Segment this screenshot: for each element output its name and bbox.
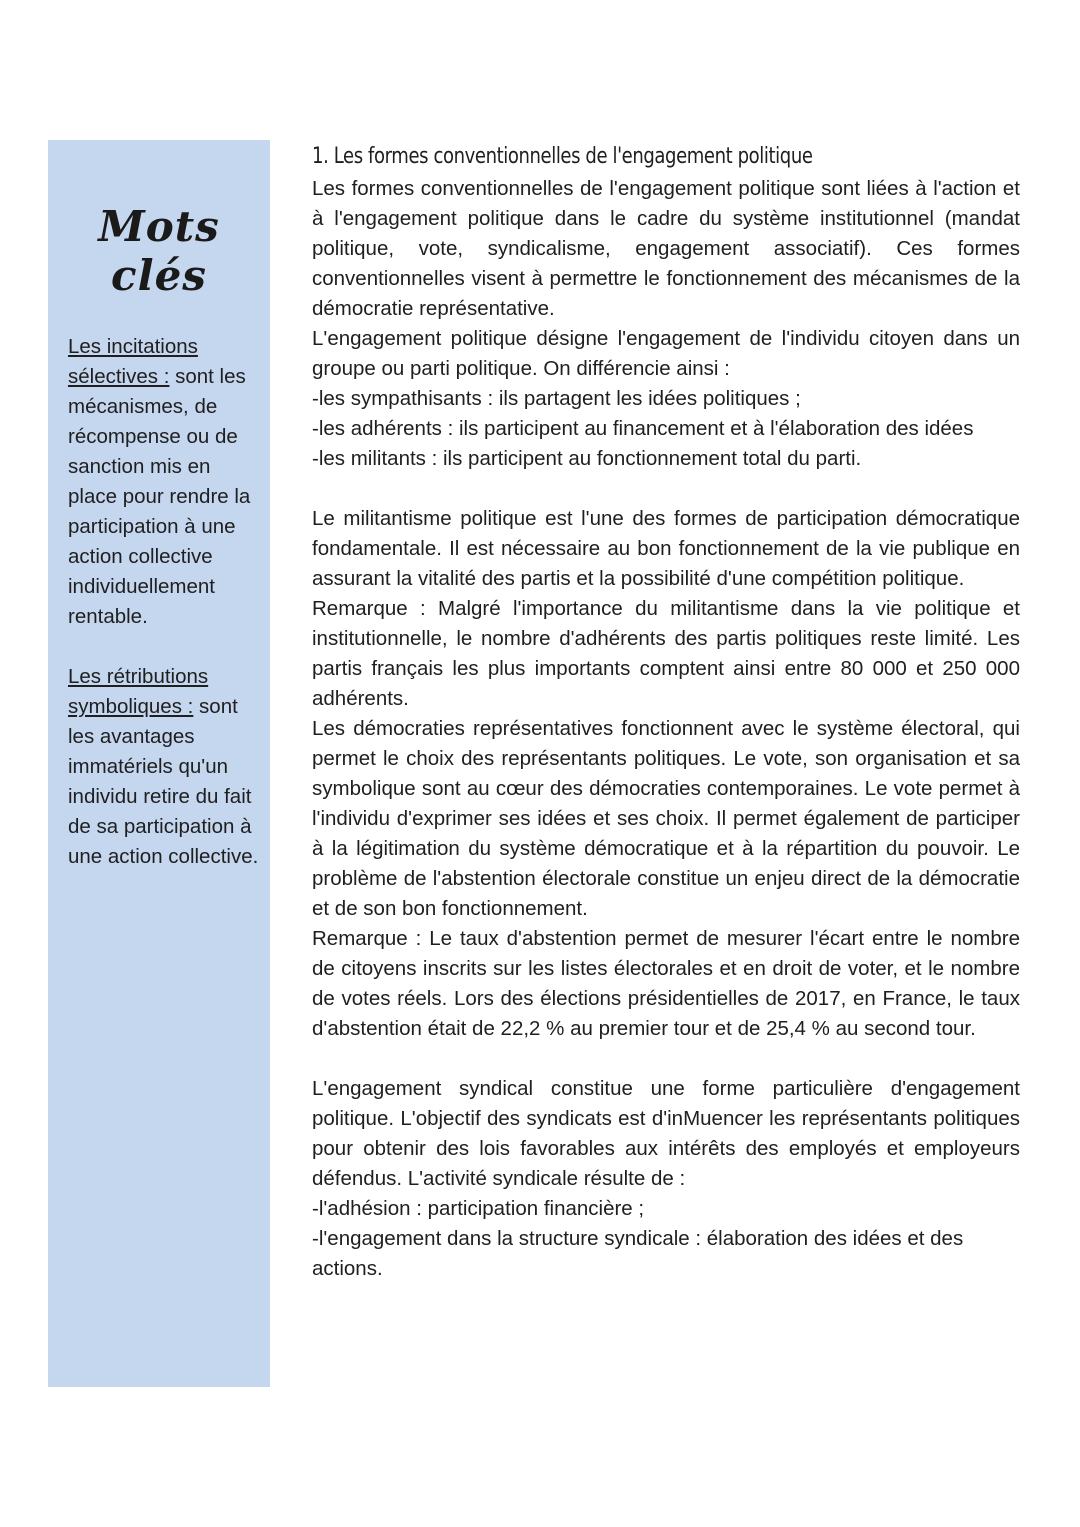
section-title: 1. Les formes conventionnelles de l'engagement politique xyxy=(312,144,813,169)
list-item-adherents: -les adhérents : ils participent au financement et à l'élaboration des idées xyxy=(312,417,974,440)
glossary-entry-incitations xyxy=(68,332,264,632)
glossary xyxy=(68,332,264,902)
glossary-definition: sont les mécanismes, de récompense ou de sanction mis en place pour rendre la participation à une action collective individuellement rentable. xyxy=(68,365,251,628)
list-item-adhesion: -l'adhésion : participation financière ; xyxy=(312,1197,645,1220)
paragraph-syndical: L'engagement syndical constitue une forme particulière d'engagement politique. L'objectif des syndicats est d'inMuencer les représentants politiques pour obtenir des lois favorables aux intérêts des employés et employeurs défendus. L'activité syndicale résulte de : xyxy=(312,1077,1020,1190)
list-item-engagement: -l'engagement dans la structure syndicale : élaboration des idées et des actions. xyxy=(312,1227,964,1280)
keywords-sidebar xyxy=(48,140,270,1387)
paragraph-militantisme: Le militantisme politique est l'une des formes de participation démocratique fondamentale. Il est nécessaire au bon fonctionnement de la vie publique en assurant la vitalité des partis et la possibilité d'une compétition politique. xyxy=(312,507,1020,590)
paragraph-gap xyxy=(312,1044,1020,1074)
glossary-term: Les rétributions symboliques : xyxy=(68,665,209,718)
paragraph-intro: Les formes conventionnelles de l'engagement politique sont liées à l'action et à l'engagement politique dans le cadre du système institutionnel (mandat politique, vote, syndicalisme, engagement associatif). Ces formes conventionnelles visent à permettre le fonctionnement des mécanismes de la démocratie représentative. xyxy=(312,177,1020,320)
paragraph-remarque-abstention: Remarque : Le taux d'abstention permet de mesurer l'écart entre le nombre de citoyens inscrits sur les listes électorales et en droit de voter, et le nombre de votes réels. Lors des élections présidentielles de 2017, en France, le taux d'abstention était de 22,2 % au premier tour et de 25,4 % au second tour. xyxy=(312,927,1020,1040)
paragraph-democraties: Les démocraties représentatives fonctionnent avec le système électoral, qui permet le choix des représentants politiques. Le vote, son organisation et sa symbolique sont au cœur des démocraties contemporaines. Le vote permet à l'individu d'exprimer ses idées et ses choix. Il permet également de participer à la légitimation du système démocratique et à la répartition du pouvoir. Le problème de l'abstention électorale constitue un enjeu direct de la démocratie et de son bon fonctionnement. xyxy=(312,717,1020,920)
paragraph-remarque-adherents: Remarque : Malgré l'importance du militantisme dans la vie politique et institutionnelle, le nombre d'adhérents des partis politiques reste limité. Les partis français les plus importants comptent ainsi entre 80 000 et 250 000 adhérents. xyxy=(312,597,1020,710)
sidebar-title: Mots clés xyxy=(98,202,220,300)
paragraph-definition: L'engagement politique désigne l'engagement de l'individu citoyen dans un groupe ou parti politique. On différencie ainsi : xyxy=(312,327,1020,380)
glossary-term: Les incitations sélectives : xyxy=(68,335,198,388)
paragraph-gap xyxy=(312,474,1020,504)
list-item-militants: -les militants : ils participent au fonctionnement total du parti. xyxy=(312,447,862,470)
list-item-sympathisants: -les sympathisants : ils partagent les idées politiques ; xyxy=(312,387,801,410)
main-content xyxy=(312,140,1020,1284)
glossary-definition: sont les avantages immatériels qu'un individu retire du fait de sa participation à une action collective. xyxy=(68,695,259,868)
glossary-entry-retributions xyxy=(68,662,264,872)
